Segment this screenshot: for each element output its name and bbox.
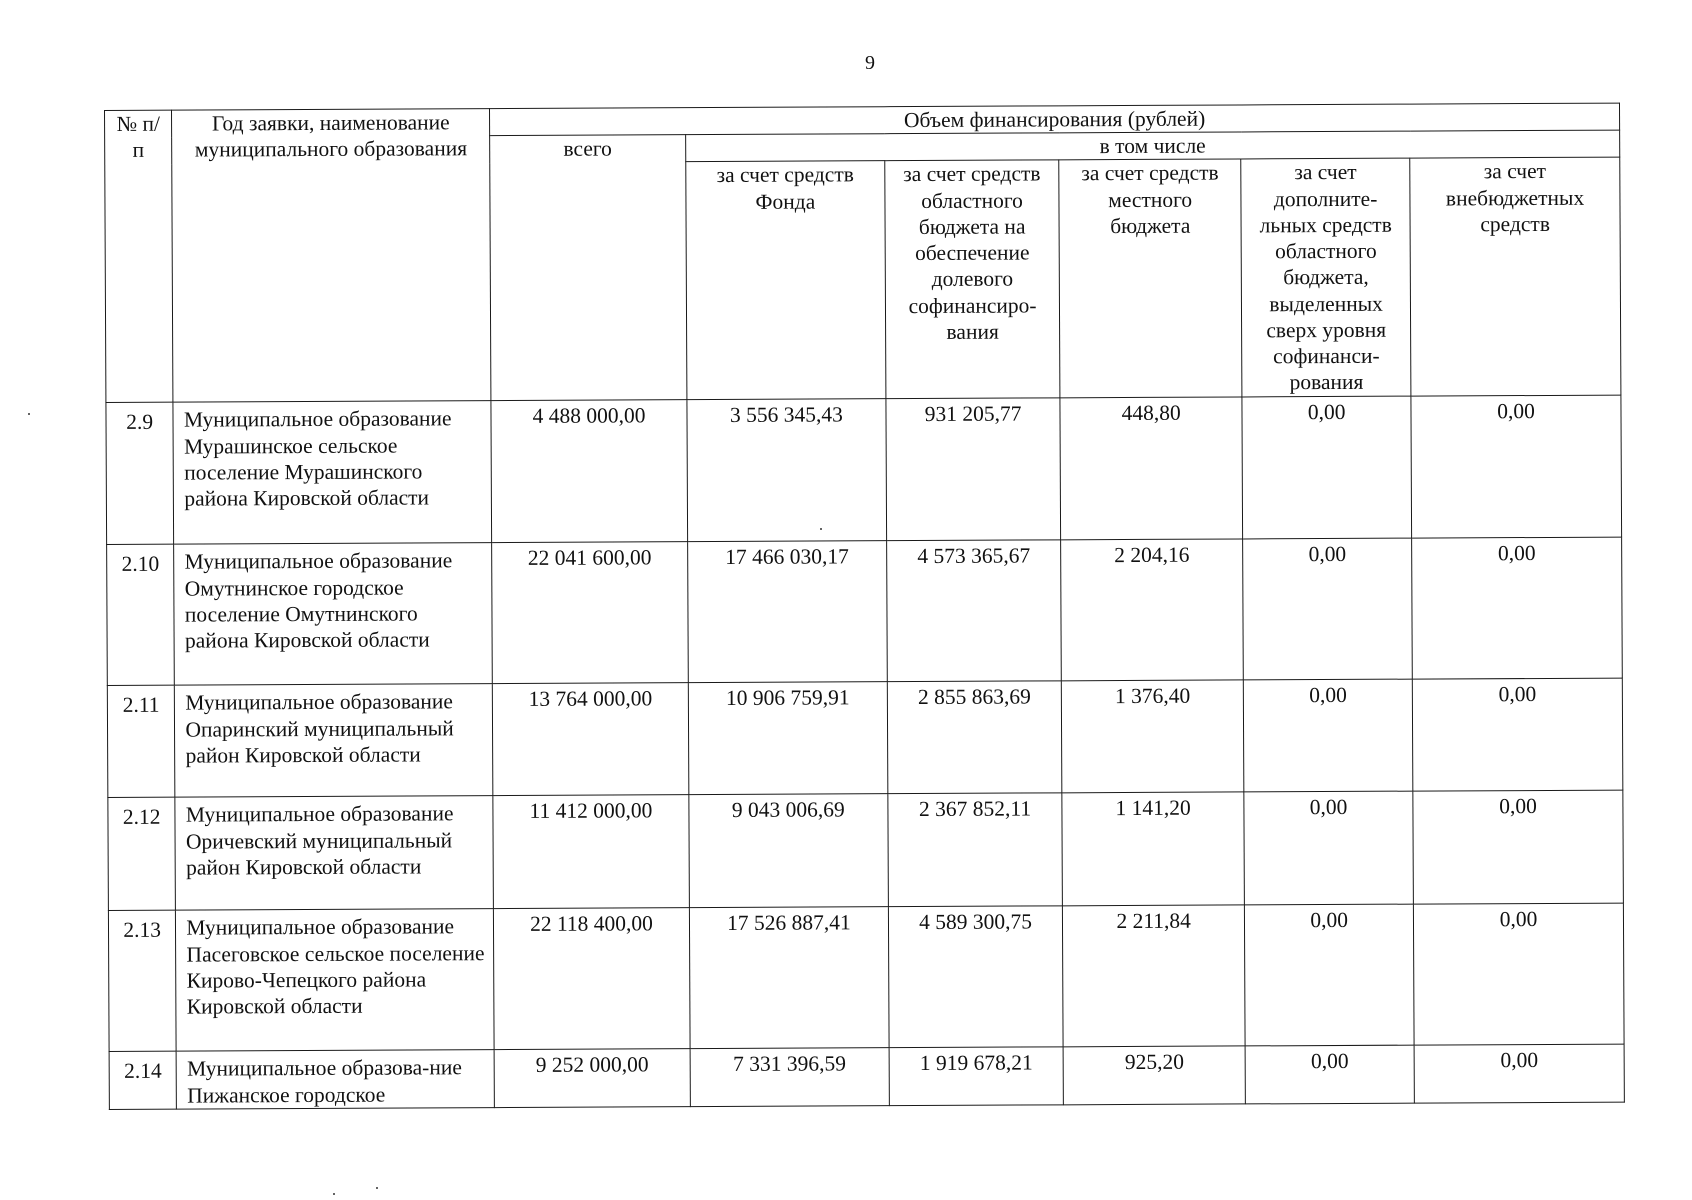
row-additional: 0,00 [1245,1046,1414,1104]
row-name: Муниципальное образование Омутнинское городское поселение Омутнинского района Кировской области [174,543,492,686]
header-extrabudget: за счет внебюджетных средств [1410,158,1621,397]
table-row [108,791,1624,911]
header-regional: за счет средств областного бюджета на обеспечение долевого софинансиро-вания [885,160,1061,399]
row-fund: 3 556 345,43 [687,399,887,542]
header-including: в том числе [686,130,1620,162]
row-name: Муниципальное образование Оричевский муниципальный район Кировской области [175,796,493,911]
scan-speck [376,1187,378,1189]
page-number: 9 [865,52,875,74]
row-fund: 17 526 887,41 [689,907,889,1049]
header-total: всего [490,135,687,401]
table-row [107,679,1623,798]
row-regional: 4 589 300,75 [888,906,1063,1048]
table-row [106,396,1622,545]
row-num: 2.11 [107,686,175,798]
row-num: 2.14 [109,1052,177,1110]
row-extrabudget: 0,00 [1413,791,1623,905]
row-name: Муниципальное образование Мурашинское сельское поселение Мурашинского района Кировской области [173,401,491,545]
row-total: 4 488 000,00 [491,400,687,543]
row-additional: 0,00 [1244,792,1414,906]
row-name: Муниципальное образова-ние Пижанское городское [176,1050,494,1109]
header-name: Год заявки, наименование муниципального образования [172,109,491,403]
row-local: 925,20 [1063,1046,1245,1104]
row-extrabudget: 0,00 [1411,396,1622,539]
row-regional: 1 919 678,21 [889,1047,1064,1105]
row-num: 2.9 [106,403,174,545]
row-name: Муниципальное образование Опаринский муниципальный район Кировской области [175,684,493,798]
row-regional: 931 205,77 [886,398,1061,541]
row-fund: 10 906 759,91 [688,682,888,795]
table-row [107,538,1623,686]
row-local: 1 141,20 [1062,792,1244,906]
financing-table [104,103,1625,1110]
table-row [109,1045,1624,1110]
row-fund: 9 043 006,69 [689,794,889,908]
row-additional: 0,00 [1243,680,1413,793]
row-extrabudget: 0,00 [1414,1045,1624,1103]
row-regional: 2 855 863,69 [887,681,1062,794]
header-fund: за счет средств Фонда [686,161,886,400]
scan-speck [333,1193,335,1195]
row-total: 9 252 000,00 [494,1049,690,1107]
scan-speck [820,528,822,530]
header-additional: за счет дополните-льных средств областного бюджета, выделенных сверх уровня софинанси-рования [1241,159,1411,398]
row-total: 13 764 000,00 [492,683,688,796]
header-local: за счет средств местного бюджета [1059,159,1242,398]
row-local: 1 376,40 [1062,680,1244,793]
row-total: 22 041 600,00 [492,542,688,684]
row-num: 2.10 [107,545,175,686]
table-body [106,396,1624,1110]
scan-speck [28,413,30,415]
row-local: 448,80 [1060,397,1243,540]
row-fund: 17 466 030,17 [688,541,888,683]
row-local: 2 211,84 [1063,905,1246,1047]
row-extrabudget: 0,00 [1412,538,1623,680]
row-additional: 0,00 [1243,539,1413,681]
row-extrabudget: 0,00 [1412,679,1622,792]
header-financing-group: Объем финансирования (рублей) [490,103,1620,136]
row-extrabudget: 0,00 [1414,904,1625,1046]
header-num: № п/п [105,110,174,403]
row-additional: 0,00 [1245,905,1415,1047]
row-local: 2 204,16 [1061,539,1244,681]
table-row [108,904,1624,1052]
table-header [105,103,1621,403]
row-fund: 7 331 396,59 [690,1048,889,1106]
row-additional: 0,00 [1242,397,1412,540]
row-num: 2.13 [108,911,176,1052]
row-total: 11 412 000,00 [493,795,689,909]
row-total: 22 118 400,00 [494,908,690,1050]
row-regional: 2 367 852,11 [888,793,1063,907]
row-name: Муниципальное образование Пасеговское сельское поселение Кирово-Чепецкого района Кировской области [176,909,494,1052]
row-regional: 4 573 365,67 [887,540,1062,682]
row-num: 2.12 [108,798,176,911]
